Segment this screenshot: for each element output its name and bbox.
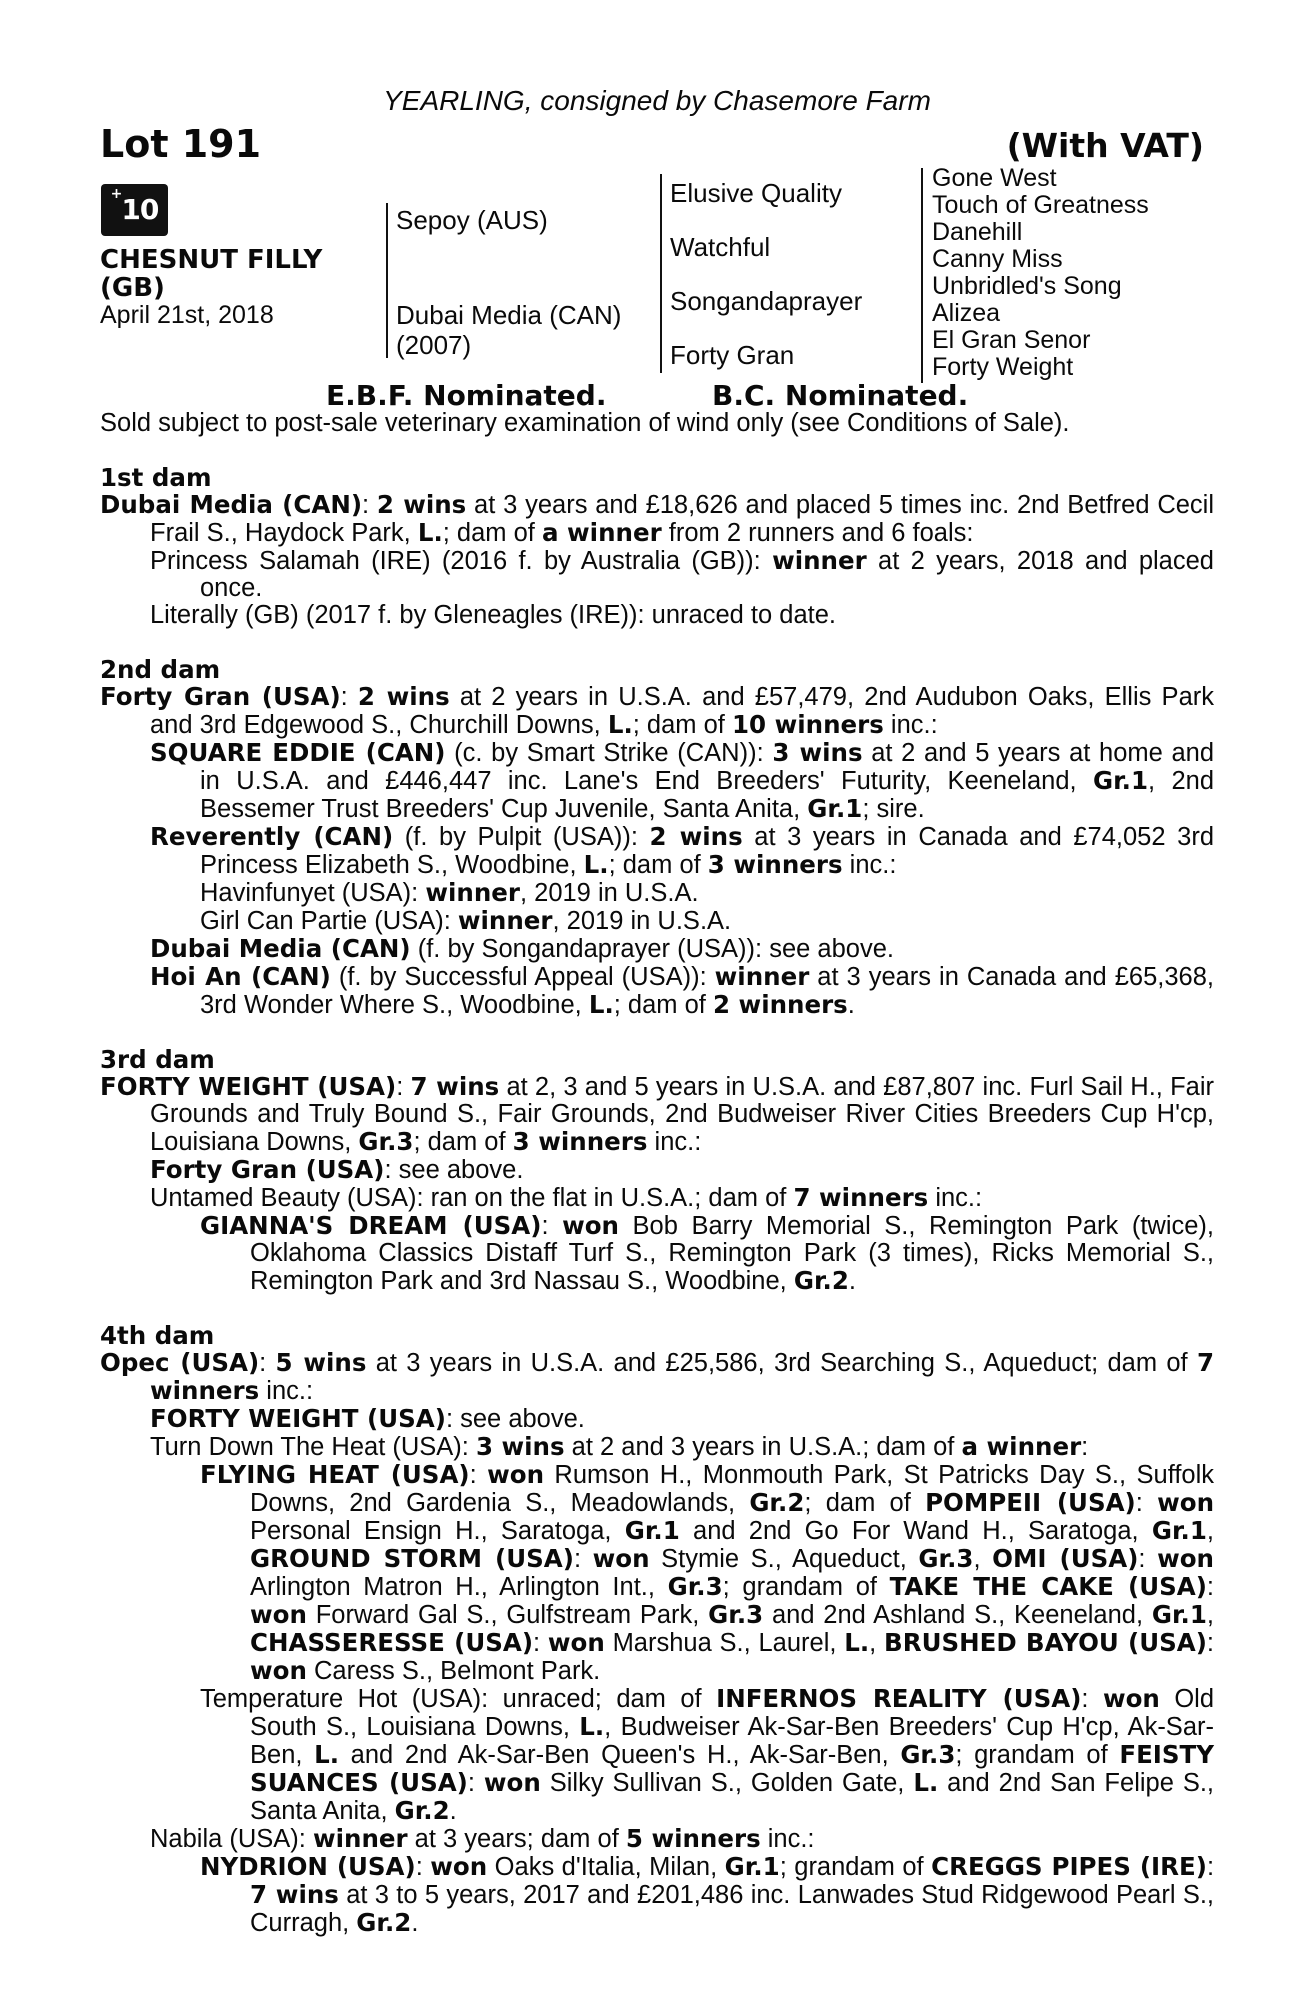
text-run: : bbox=[1081, 1433, 1089, 1461]
bold-text: Forty Gran (USA) bbox=[150, 1155, 385, 1184]
pedigree-entry bbox=[100, 823, 1214, 879]
text-run: : bbox=[396, 1073, 411, 1101]
pedigree-gen3: Forty Weight bbox=[932, 353, 1074, 381]
text-run: at 3 years in U.S.A. and £25,586, 3rd Searching S., Aqueduct; dam of bbox=[366, 1349, 1197, 1377]
text-run: from 2 runners and 6 foals: bbox=[661, 519, 974, 547]
pedigree-entry bbox=[100, 935, 1214, 963]
text-run: at 2 years in U.S.A. and £57,479, 2nd Audubon Oaks, Ellis Park and 3rd Edgewood S., Churchill Downs, bbox=[150, 683, 1214, 739]
text-run: Old South S., Louisiana Downs, bbox=[250, 1685, 1214, 1741]
text-run: Untamed Beauty (USA): ran on the flat in U.S.A.; dam of bbox=[150, 1184, 794, 1212]
bold-text: Gr.3 bbox=[358, 1127, 414, 1156]
pedigree-divider bbox=[921, 168, 923, 383]
bold-text: FLYING HEAT (USA) bbox=[200, 1460, 470, 1489]
text-run: inc.: bbox=[647, 1128, 702, 1156]
family-sections bbox=[100, 464, 1214, 1937]
bold-text: L. bbox=[588, 990, 614, 1019]
bold-text: 5 winners bbox=[625, 1824, 761, 1853]
text-run: , bbox=[1206, 1601, 1214, 1629]
dam-section bbox=[100, 1046, 1214, 1295]
dam-name: Dubai Media (CAN) (2007) bbox=[396, 300, 622, 360]
pedigree-gen3: Canny Miss bbox=[932, 245, 1063, 273]
text-run: : bbox=[362, 491, 377, 519]
bold-text: Gr.2 bbox=[394, 1796, 450, 1825]
text-run: ; sire. bbox=[862, 795, 925, 823]
pedigree-gen3: Gone West bbox=[932, 164, 1057, 192]
lot-number: Lot 191 bbox=[100, 122, 262, 166]
bold-text: winner bbox=[772, 546, 867, 575]
catalogue-subtitle: YEARLING, consigned by Chasemore Farm bbox=[383, 85, 931, 116]
pedigree-entry bbox=[100, 1461, 1214, 1685]
text-run: (f. by Pulpit (USA)): bbox=[393, 823, 650, 851]
bold-text: Gr.2 bbox=[793, 1266, 849, 1295]
bc-nomination: B.C. Nominated. bbox=[712, 379, 969, 412]
text-run: ; grandam of bbox=[722, 1573, 890, 1601]
bold-text: a winner bbox=[961, 1432, 1082, 1461]
text-run: , bbox=[973, 1545, 993, 1573]
bold-text: 7 wins bbox=[410, 1072, 500, 1101]
text-run: : bbox=[415, 1853, 431, 1881]
section-heading: 4th dam bbox=[100, 1321, 215, 1350]
pedigree-entry bbox=[100, 1433, 1214, 1461]
bold-text: FEISTY SUANCES (USA) bbox=[250, 1740, 1215, 1797]
text-run: Silky Sullivan S., Golden Gate, bbox=[540, 1769, 914, 1797]
text-run: , 2nd Bessemer Trust Breeders' Cup Juvenile, Santa Anita, bbox=[200, 767, 1214, 823]
pedigree-gen3: Alizea bbox=[932, 299, 1001, 327]
text-run: : bbox=[259, 1349, 276, 1377]
text-run: Girl Can Partie (USA): bbox=[200, 907, 458, 935]
section-heading: 2nd dam bbox=[100, 655, 221, 684]
text-run: , Budweiser Ak-Sar-Ben Breeders' Cup H'cp, Ak-Sar-Ben, bbox=[250, 1713, 1214, 1769]
pedigree-gen3: El Gran Senor bbox=[932, 326, 1091, 354]
text-run: Arlington Matron H., Arlington Int., bbox=[250, 1573, 668, 1601]
text-run: at 2 and 3 years in U.S.A.; dam of bbox=[564, 1433, 962, 1461]
pedigree-gen2: Songandaprayer bbox=[670, 286, 863, 316]
pedigree-entry bbox=[100, 1825, 1214, 1853]
pedigree-gen2: Elusive Quality bbox=[670, 178, 842, 208]
bold-text: L. bbox=[607, 710, 633, 739]
pedigree-entry bbox=[100, 1405, 1214, 1433]
bold-text: 3 winners bbox=[512, 1127, 648, 1156]
bold-text: 3 wins bbox=[475, 1432, 565, 1461]
text-run: ; dam of bbox=[442, 519, 542, 547]
bold-text: won bbox=[487, 1460, 545, 1489]
section-heading: 3rd dam bbox=[100, 1045, 215, 1074]
bold-text: L. bbox=[844, 1628, 870, 1657]
text-run: at 3 years in Canada and £65,368, 3rd Wonder Where S., Woodbine, bbox=[200, 963, 1214, 1019]
pedigree-entry bbox=[100, 683, 1214, 739]
bold-text: Reverently (CAN) bbox=[150, 822, 394, 851]
text-run: : bbox=[1206, 1573, 1215, 1601]
bold-text: INFERNOS REALITY (USA) bbox=[716, 1684, 1082, 1713]
text-run: (f. by Successful Appeal (USA)): bbox=[330, 963, 715, 991]
bold-text: Gr.3 bbox=[708, 1600, 764, 1629]
bold-text: 7 winners bbox=[150, 1348, 1214, 1405]
text-run: : bbox=[467, 1769, 484, 1797]
bold-text: BRUSHED BAYOU (USA) bbox=[884, 1628, 1207, 1657]
bold-text: Gr.1 bbox=[1151, 1516, 1207, 1545]
sire-name: Sepoy (AUS) bbox=[396, 205, 548, 235]
bold-text: Gr.3 bbox=[900, 1740, 956, 1769]
vat-label: (With VAT) bbox=[1006, 126, 1204, 165]
bold-text: Gr.2 bbox=[356, 1908, 412, 1937]
text-run: at 3 years and £18,626 and placed 5 times inc. 2nd Betfred Cecil Frail S., Haydock Park, bbox=[150, 491, 1214, 547]
dam-section bbox=[100, 464, 1214, 629]
pedigree-entry bbox=[100, 1349, 1214, 1405]
bold-text: Gr.1 bbox=[724, 1852, 780, 1881]
text-run: inc.: bbox=[842, 851, 897, 879]
bold-text: won bbox=[250, 1600, 307, 1629]
bold-text: CHASSERESSE (USA) bbox=[250, 1628, 534, 1657]
text-run: at 3 to 5 years, 2017 and £201,486 inc. Lanwades Stud Ridgewood Pearl S., Curragh, bbox=[250, 1881, 1214, 1937]
pedigree-gen2: Forty Gran bbox=[670, 340, 795, 370]
text-run: Marshua S., Laurel, bbox=[604, 1629, 845, 1657]
text-run: inc.: bbox=[883, 711, 938, 739]
bold-text: SQUARE EDDIE (CAN) bbox=[150, 738, 446, 767]
bold-text: Forty Gran (USA) bbox=[100, 682, 341, 711]
bold-text: 2 wins bbox=[649, 822, 743, 851]
bold-text: Gr.1 bbox=[1151, 1600, 1207, 1629]
bold-text: 3 winners bbox=[707, 850, 843, 879]
text-run: Turn Down The Heat (USA): bbox=[150, 1433, 476, 1461]
text-run: . bbox=[449, 1797, 457, 1825]
pedigree-gen3: Unbridled's Song bbox=[932, 272, 1122, 300]
bold-text: 3 wins bbox=[772, 738, 863, 767]
bold-text: 7 wins bbox=[250, 1880, 339, 1909]
text-run: and 2nd Ak-Sar-Ben Queen's H., Ak-Sar-Ben, bbox=[339, 1741, 901, 1769]
text-run: ; dam of bbox=[804, 1489, 926, 1517]
dam-section bbox=[100, 656, 1214, 1019]
bold-text: won bbox=[1157, 1488, 1215, 1517]
bold-text: OMI (USA) bbox=[992, 1544, 1139, 1573]
pedigree-entry bbox=[100, 602, 1214, 629]
bold-text: won bbox=[250, 1656, 307, 1685]
bold-text: FORTY WEIGHT (USA) bbox=[100, 1072, 397, 1101]
text-run: Rumson H., Monmouth Park, St Patricks Day S., Suffolk Downs, 2nd Gardenia S., Meadowlands, bbox=[250, 1461, 1215, 1517]
pedigree-entry bbox=[100, 547, 1214, 602]
text-run: at 2 years, 2018 and placed once. bbox=[200, 547, 1214, 602]
bold-text: TAKE THE CAKE (USA) bbox=[889, 1572, 1207, 1601]
text-run: , 2019 in U.S.A. bbox=[552, 907, 732, 935]
bold-text: won bbox=[483, 1768, 541, 1797]
text-run: and 2nd Go For Wand H., Saratoga, bbox=[679, 1517, 1152, 1545]
pedigree-entry bbox=[100, 739, 1214, 823]
text-run: Princess Salamah (IRE) (2016 f. by Australia (GB)): bbox=[150, 547, 773, 575]
pedigree-entry bbox=[100, 1073, 1214, 1156]
text-run: at 2, 3 and 5 years in U.S.A. and £87,807 inc. Furl Sail H., Fair Grounds and Truly Bound S., Fair Grounds, 2nd Budweiser River Cities Breeders Cup H'cp, Louisiana Downs, bbox=[150, 1073, 1214, 1156]
bold-text: Gr.3 bbox=[667, 1572, 723, 1601]
sale-condition-note: Sold subject to post-sale veterinary examination of wind only (see Conditions of Sale). bbox=[100, 409, 1070, 437]
bold-text: 7 winners bbox=[793, 1183, 929, 1212]
text-run: Oaks d'Italia, Milan, bbox=[487, 1853, 725, 1881]
text-run: : see above. bbox=[384, 1156, 524, 1184]
pedigree-divider bbox=[660, 174, 662, 373]
text-run: Havinfunyet (USA): bbox=[200, 879, 426, 907]
text-run: ; dam of bbox=[413, 1128, 513, 1156]
pedigree-entry bbox=[100, 1685, 1214, 1825]
text-run: at 3 years in Canada and £74,052 3rd Princess Elizabeth S., Woodbine, bbox=[200, 823, 1215, 879]
bold-text: 2 winners bbox=[712, 990, 848, 1019]
text-run: : bbox=[469, 1461, 488, 1489]
pedigree-entry bbox=[100, 907, 1214, 935]
bold-text: L. bbox=[417, 518, 443, 547]
bold-text: won bbox=[1157, 1544, 1214, 1573]
pedigree-entry bbox=[100, 879, 1214, 907]
bold-text: Gr.1 bbox=[807, 794, 863, 823]
bold-text: won bbox=[1102, 1684, 1160, 1713]
text-run: ; dam of bbox=[613, 991, 713, 1019]
bold-text: winner bbox=[457, 906, 553, 935]
catalogue-page-body bbox=[100, 410, 1214, 1937]
text-run: Literally (GB) (2017 f. by Gleneagles (IRE)): unraced to date. bbox=[150, 601, 836, 629]
horse-description: CHESNUT FILLY (GB) bbox=[100, 245, 323, 303]
text-run: ; dam of bbox=[608, 851, 708, 879]
bold-text: POMPEII (USA) bbox=[925, 1488, 1136, 1517]
text-run: Stymie S., Aqueduct, bbox=[649, 1545, 919, 1573]
text-run: : bbox=[573, 1545, 593, 1573]
bold-text: GROUND STORM (USA) bbox=[250, 1544, 574, 1573]
text-run: : bbox=[541, 1212, 563, 1240]
text-run: : bbox=[1206, 1853, 1215, 1881]
bold-text: CREGGS PIPES (IRE) bbox=[931, 1852, 1207, 1881]
text-run: Caress S., Belmont Park. bbox=[306, 1657, 601, 1685]
text-run: ; grandam of bbox=[955, 1741, 1120, 1769]
bold-text: Dubai Media (CAN) bbox=[150, 934, 411, 963]
text-run: : bbox=[1138, 1545, 1158, 1573]
bold-text: FORTY WEIGHT (USA) bbox=[150, 1404, 446, 1433]
bold-text: won bbox=[562, 1211, 619, 1240]
text-run: ; dam of bbox=[632, 711, 732, 739]
foaling-date: April 21st, 2018 bbox=[100, 301, 274, 329]
bold-text: winner bbox=[714, 962, 810, 991]
bold-text: winner bbox=[312, 1824, 408, 1853]
bold-text: L. bbox=[583, 850, 609, 879]
pedigree-gen3: Danehill bbox=[932, 218, 1023, 246]
pedigree-gen2: Watchful bbox=[670, 232, 771, 262]
text-run: Forward Gal S., Gulfstream Park, bbox=[306, 1601, 709, 1629]
text-run: : bbox=[340, 683, 358, 711]
bold-text: winner bbox=[425, 878, 520, 907]
bold-text: NYDRION (USA) bbox=[200, 1852, 416, 1881]
text-run: Personal Ensign H., Saratoga, bbox=[250, 1517, 625, 1545]
text-run: . bbox=[411, 1909, 419, 1937]
plus-10-badge-icon: +10 bbox=[101, 184, 168, 236]
text-run: Bob Barry Memorial S., Remington Park (twice), Oklahoma Classics Distaff Turf S., Remington Park (3 times), Ricks Memorial S., Remington Park and 3rd Nassau S., Woodbine, bbox=[250, 1212, 1214, 1295]
bold-text: Dubai Media (CAN) bbox=[100, 490, 363, 519]
ebf-nomination: E.B.F. Nominated. bbox=[326, 379, 607, 412]
text-run: . bbox=[847, 991, 855, 1019]
dam-section bbox=[100, 1322, 1214, 1937]
text-run: ; grandam of bbox=[779, 1853, 932, 1881]
pedigree-entry bbox=[100, 1853, 1214, 1937]
text-run: , 2019 in U.S.A. bbox=[519, 879, 699, 907]
text-run: : bbox=[1206, 1629, 1214, 1657]
section-heading: 1st dam bbox=[100, 463, 212, 492]
text-run: (f. by Songandaprayer (USA)): see above. bbox=[410, 935, 894, 963]
pedigree-gen3: Touch of Greatness bbox=[932, 191, 1149, 219]
bold-text: Gr.2 bbox=[749, 1488, 805, 1517]
bold-text: Gr.1 bbox=[624, 1516, 680, 1545]
bold-text: 2 wins bbox=[376, 490, 467, 519]
text-run: , bbox=[869, 1629, 885, 1657]
bold-text: Hoi An (CAN) bbox=[150, 962, 331, 991]
bold-text: L. bbox=[314, 1740, 340, 1769]
text-run: , bbox=[1206, 1517, 1214, 1545]
text-run: Nabila (USA): bbox=[150, 1825, 313, 1853]
pedigree-entry bbox=[100, 1156, 1214, 1184]
bold-text: Opec (USA) bbox=[100, 1348, 260, 1377]
bold-text: won bbox=[430, 1852, 488, 1881]
text-run: inc.: bbox=[928, 1184, 983, 1212]
pedigree-entry bbox=[100, 491, 1214, 547]
text-run: . bbox=[848, 1267, 856, 1295]
badge-number: 10 bbox=[121, 193, 159, 226]
bold-text: won bbox=[547, 1628, 605, 1657]
text-run: and 2nd Ashland S., Keeneland, bbox=[763, 1601, 1152, 1629]
text-run: at 2 and 5 years at home and in U.S.A. and £446,447 inc. Lane's End Breeders' Futurity, Keeneland, bbox=[200, 739, 1215, 795]
bold-text: L. bbox=[579, 1712, 605, 1741]
text-run: inc.: bbox=[259, 1377, 314, 1405]
bold-text: Gr.1 bbox=[1092, 766, 1149, 795]
text-run: : bbox=[1081, 1685, 1103, 1713]
bold-text: 2 wins bbox=[357, 682, 450, 711]
bold-text: GIANNA'S DREAM (USA) bbox=[200, 1211, 542, 1240]
bold-text: 10 winners bbox=[731, 710, 884, 739]
text-run: and 2nd San Felipe S., Santa Anita, bbox=[250, 1769, 1214, 1825]
text-run: inc.: bbox=[760, 1825, 815, 1853]
bold-text: 5 wins bbox=[275, 1348, 367, 1377]
pedigree-entry bbox=[100, 963, 1214, 1019]
text-run: : bbox=[533, 1629, 548, 1657]
bold-text: L. bbox=[913, 1768, 939, 1797]
text-run: : see above. bbox=[445, 1405, 585, 1433]
pedigree-divider bbox=[386, 203, 388, 358]
text-run: (c. by Smart Strike (CAN)): bbox=[445, 739, 773, 767]
text-run: at 3 years; dam of bbox=[407, 1825, 626, 1853]
pedigree-entry bbox=[100, 1212, 1214, 1295]
pedigree-entry bbox=[100, 1184, 1214, 1212]
text-run: Temperature Hot (USA): unraced; dam of bbox=[200, 1685, 717, 1713]
bold-text: won bbox=[592, 1544, 650, 1573]
bold-text: a winner bbox=[541, 518, 662, 547]
bold-text: Gr.3 bbox=[918, 1544, 974, 1573]
text-run: : bbox=[1135, 1489, 1158, 1517]
